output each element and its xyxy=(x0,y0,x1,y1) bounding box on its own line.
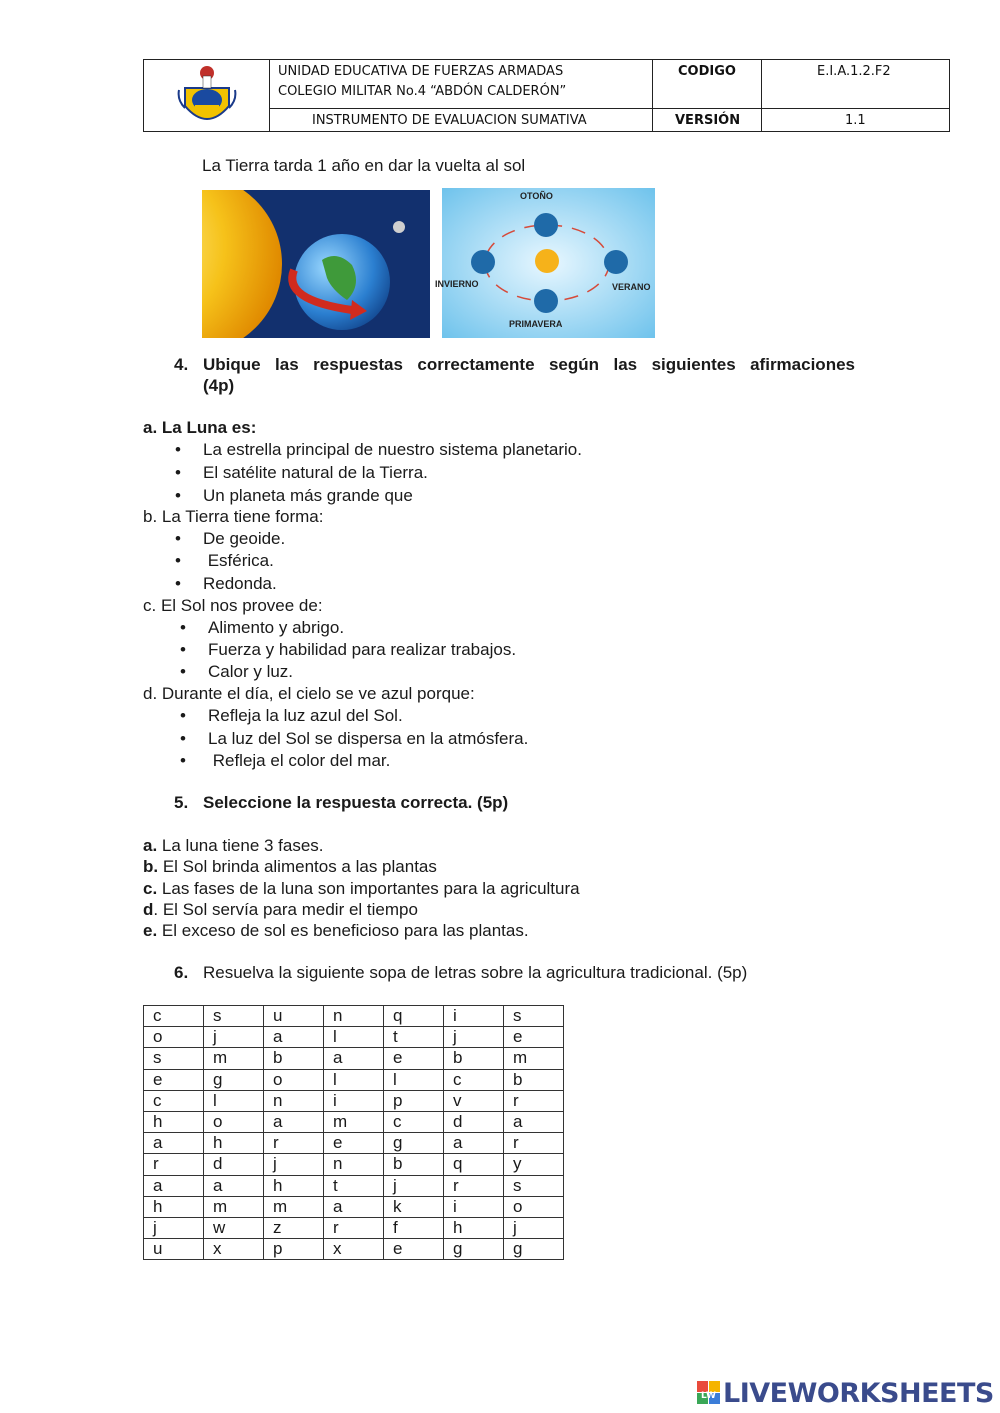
grid-cell[interactable]: d xyxy=(444,1111,504,1132)
grid-cell[interactable]: n xyxy=(264,1090,324,1111)
q5-item-a-letter: a. xyxy=(143,836,158,855)
q4a-option-2[interactable]: • El satélite natural de la Tierra. xyxy=(203,463,428,483)
q4-number: 4. xyxy=(174,355,189,374)
q5-item-a[interactable] xyxy=(143,836,324,856)
grid-cell[interactable]: g xyxy=(204,1069,264,1090)
grid-cell[interactable]: c xyxy=(144,1090,204,1111)
grid-cell[interactable]: e xyxy=(144,1069,204,1090)
q4-points: (4p) xyxy=(203,376,235,395)
seasons-orbit-graphic xyxy=(442,188,655,338)
grid-cell[interactable]: n xyxy=(324,1006,384,1027)
grid-cell[interactable]: a xyxy=(144,1175,204,1196)
grid-cell[interactable]: m xyxy=(324,1111,384,1132)
q5-item-e-text: El exceso de sol es beneficioso para las plantas. xyxy=(157,921,529,940)
q4d-stem: d. Durante el día, el cielo se ve azul porque: xyxy=(143,684,475,703)
q4a-option-1[interactable]: • La estrella principal de nuestro sistema planetario. xyxy=(203,440,582,460)
document-header xyxy=(143,59,950,132)
earth-sun-illustration xyxy=(202,190,430,338)
version-value: 1.1 xyxy=(845,113,866,128)
grid-cell[interactable]: u xyxy=(144,1239,204,1260)
q4b-stem: b. La Tierra tiene forma: xyxy=(143,507,324,526)
grid-cell[interactable]: m xyxy=(204,1196,264,1217)
grid-cell[interactable]: q xyxy=(384,1006,444,1027)
grid-cell[interactable]: j xyxy=(204,1027,264,1048)
grid-row xyxy=(144,1090,564,1111)
grid-cell[interactable]: j xyxy=(264,1154,324,1175)
codigo-label: CODIGO xyxy=(678,64,736,79)
q4-title: Ubique las respuestas correctamente según las siguientes afirmaciones xyxy=(203,355,855,374)
q4d-option-3[interactable]: • Refleja el color del mar. xyxy=(208,751,390,771)
grid-cell[interactable]: g xyxy=(444,1239,504,1260)
grid-cell[interactable]: u xyxy=(264,1006,324,1027)
grid-cell[interactable]: m xyxy=(504,1048,564,1069)
grid-cell[interactable]: j xyxy=(144,1217,204,1238)
grid-cell[interactable]: a xyxy=(444,1133,504,1154)
grid-cell[interactable]: o xyxy=(204,1111,264,1132)
season-otono: OTOÑO xyxy=(520,191,553,201)
grid-cell[interactable]: b xyxy=(264,1048,324,1069)
grid-cell[interactable]: m xyxy=(204,1048,264,1069)
grid-cell[interactable]: a xyxy=(504,1111,564,1132)
grid-row xyxy=(144,1133,564,1154)
grid-cell[interactable]: o xyxy=(504,1196,564,1217)
grid-cell[interactable]: o xyxy=(144,1027,204,1048)
codigo-value: E.I.A.1.2.F2 xyxy=(817,64,891,79)
grid-cell[interactable]: l xyxy=(204,1090,264,1111)
grid-cell[interactable]: g xyxy=(384,1133,444,1154)
grid-cell[interactable]: i xyxy=(444,1196,504,1217)
q4b-option-1[interactable]: • De geoide. xyxy=(203,529,285,549)
q5-item-c-letter: c. xyxy=(143,879,158,898)
q4c-option-2[interactable]: • Fuerza y habilidad para realizar trabajos. xyxy=(208,640,516,660)
grid-cell[interactable]: t xyxy=(384,1027,444,1048)
grid-cell[interactable]: s xyxy=(504,1175,564,1196)
grid-cell[interactable]: h xyxy=(144,1111,204,1132)
school-crest xyxy=(177,60,237,130)
grid-cell[interactable]: b xyxy=(504,1069,564,1090)
q4c-option-3[interactable]: • Calor y luz. xyxy=(208,662,293,682)
grid-row xyxy=(144,1154,564,1175)
grid-cell[interactable]: a xyxy=(204,1175,264,1196)
q4b-option-3[interactable]: • Redonda. xyxy=(203,574,277,594)
q5-item-d-letter: d xyxy=(143,900,154,919)
grid-cell[interactable]: i xyxy=(444,1006,504,1027)
liveworksheets-badge-icon xyxy=(697,1381,721,1405)
grid-cell[interactable]: l xyxy=(384,1069,444,1090)
grid-cell[interactable]: m xyxy=(264,1196,324,1217)
q5-item-c-text: Las fases de la luna son importantes para la agricultura xyxy=(157,879,580,898)
grid-cell[interactable]: b xyxy=(444,1048,504,1069)
grid-row xyxy=(144,1111,564,1132)
q6-number: 6. xyxy=(174,963,189,982)
q4a-stem: a. La Luna es: xyxy=(143,418,257,437)
grid-cell[interactable]: a xyxy=(324,1196,384,1217)
q5-item-b[interactable] xyxy=(143,857,437,877)
instrument-title: INSTRUMENTO DE EVALUACION SUMATIVA xyxy=(312,113,587,128)
grid-cell[interactable]: j xyxy=(504,1217,564,1238)
q5-item-b-text: El Sol brinda alimentos a las plantas xyxy=(158,857,437,876)
school-name-line2: COLEGIO MILITAR No.4 “ABDÓN CALDERÓN” xyxy=(278,84,567,99)
grid-cell[interactable]: g xyxy=(504,1239,564,1260)
q5-item-c[interactable] xyxy=(143,879,580,899)
grid-cell[interactable]: x xyxy=(324,1239,384,1260)
grid-cell[interactable]: c xyxy=(144,1006,204,1027)
q4d-option-2[interactable]: • La luz del Sol se dispersa en la atmósfera. xyxy=(208,729,528,749)
q5-item-e-letter: e. xyxy=(143,921,158,940)
grid-row xyxy=(144,1175,564,1196)
grid-cell[interactable]: r xyxy=(144,1154,204,1175)
q5-item-e[interactable] xyxy=(143,921,529,941)
grid-cell[interactable]: r xyxy=(504,1133,564,1154)
intro-text: La Tierra tarda 1 año en dar la vuelta al sol xyxy=(202,156,526,175)
q5-title: Seleccione la respuesta correcta. (5p) xyxy=(203,793,509,812)
grid-cell[interactable]: p xyxy=(264,1239,324,1260)
seasons-diagram xyxy=(435,188,655,338)
grid-cell[interactable]: c xyxy=(384,1111,444,1132)
grid-cell[interactable]: e xyxy=(384,1239,444,1260)
grid-cell[interactable]: a xyxy=(324,1048,384,1069)
grid-cell[interactable]: e xyxy=(384,1048,444,1069)
q4c-stem: c. El Sol nos provee de: xyxy=(143,596,323,615)
grid-cell[interactable]: r xyxy=(444,1175,504,1196)
grid-cell[interactable]: l xyxy=(324,1069,384,1090)
q5-number: 5. xyxy=(174,793,189,812)
grid-cell[interactable]: q xyxy=(444,1154,504,1175)
q5-item-d-text: . El Sol servía para medir el tiempo xyxy=(153,900,418,919)
grid-cell[interactable]: h xyxy=(204,1133,264,1154)
version-label: VERSIÓN xyxy=(675,113,741,128)
season-verano: VERANO xyxy=(612,282,651,292)
season-primavera: PRIMAVERA xyxy=(509,319,563,329)
grid-cell[interactable]: c xyxy=(444,1069,504,1090)
grid-cell[interactable]: b xyxy=(384,1154,444,1175)
grid-cell[interactable]: e xyxy=(504,1027,564,1048)
word-search-grid xyxy=(143,1005,564,1260)
grid-cell[interactable]: k xyxy=(384,1196,444,1217)
grid-cell[interactable]: y xyxy=(504,1154,564,1175)
grid-cell[interactable]: a xyxy=(144,1133,204,1154)
grid-cell[interactable]: f xyxy=(384,1217,444,1238)
grid-cell[interactable]: p xyxy=(384,1090,444,1111)
grid-cell[interactable]: h xyxy=(444,1217,504,1238)
grid-row xyxy=(144,1006,564,1027)
grid-row xyxy=(144,1048,564,1069)
q4d-option-1[interactable]: • Refleja la luz azul del Sol. xyxy=(208,706,403,726)
grid-row xyxy=(144,1027,564,1048)
grid-cell[interactable]: z xyxy=(264,1217,324,1238)
grid-row xyxy=(144,1196,564,1217)
grid-cell[interactable]: o xyxy=(264,1069,324,1090)
grid-cell[interactable]: j xyxy=(384,1175,444,1196)
grid-cell[interactable]: t xyxy=(324,1175,384,1196)
grid-row xyxy=(144,1217,564,1238)
grid-cell[interactable]: v xyxy=(444,1090,504,1111)
liveworksheets-brand[interactable]: LIVEWORKSHEETS xyxy=(723,1378,994,1409)
grid-cell[interactable]: l xyxy=(324,1027,384,1048)
grid-cell[interactable]: e xyxy=(324,1133,384,1154)
grid-cell[interactable]: r xyxy=(504,1090,564,1111)
grid-cell[interactable]: j xyxy=(444,1027,504,1048)
season-invierno: INVIERNO xyxy=(435,279,479,289)
school-name-line1: UNIDAD EDUCATIVA DE FUERZAS ARMADAS xyxy=(278,64,564,79)
grid-cell[interactable]: n xyxy=(324,1154,384,1175)
grid-cell[interactable]: h xyxy=(144,1196,204,1217)
q6-title: Resuelva la siguiente sopa de letras sobre la agricultura tradicional. (5p) xyxy=(203,963,748,982)
q4b-option-2[interactable]: • Esférica. xyxy=(203,551,274,571)
q4a-option-3[interactable]: • Un planeta más grande que xyxy=(203,486,413,506)
q5-item-a-text: La luna tiene 3 fases. xyxy=(157,836,324,855)
grid-row xyxy=(144,1069,564,1090)
badge-text: LW xyxy=(701,1391,716,1401)
grid-cell[interactable]: r xyxy=(324,1217,384,1238)
grid-cell[interactable]: x xyxy=(204,1239,264,1260)
grid-cell[interactable]: i xyxy=(324,1090,384,1111)
grid-cell[interactable]: a xyxy=(264,1027,324,1048)
grid-cell[interactable]: s xyxy=(144,1048,204,1069)
grid-cell[interactable]: w xyxy=(204,1217,264,1238)
grid-cell[interactable]: s xyxy=(204,1006,264,1027)
q5-item-d[interactable] xyxy=(143,900,418,920)
grid-cell[interactable]: d xyxy=(204,1154,264,1175)
q5-item-b-letter: b. xyxy=(143,857,159,876)
grid-row xyxy=(144,1239,564,1260)
grid-cell[interactable]: a xyxy=(264,1111,324,1132)
grid-cell[interactable]: r xyxy=(264,1133,324,1154)
grid-cell[interactable]: h xyxy=(264,1175,324,1196)
grid-cell[interactable]: s xyxy=(504,1006,564,1027)
q4c-option-1[interactable]: • Alimento y abrigo. xyxy=(208,618,344,638)
